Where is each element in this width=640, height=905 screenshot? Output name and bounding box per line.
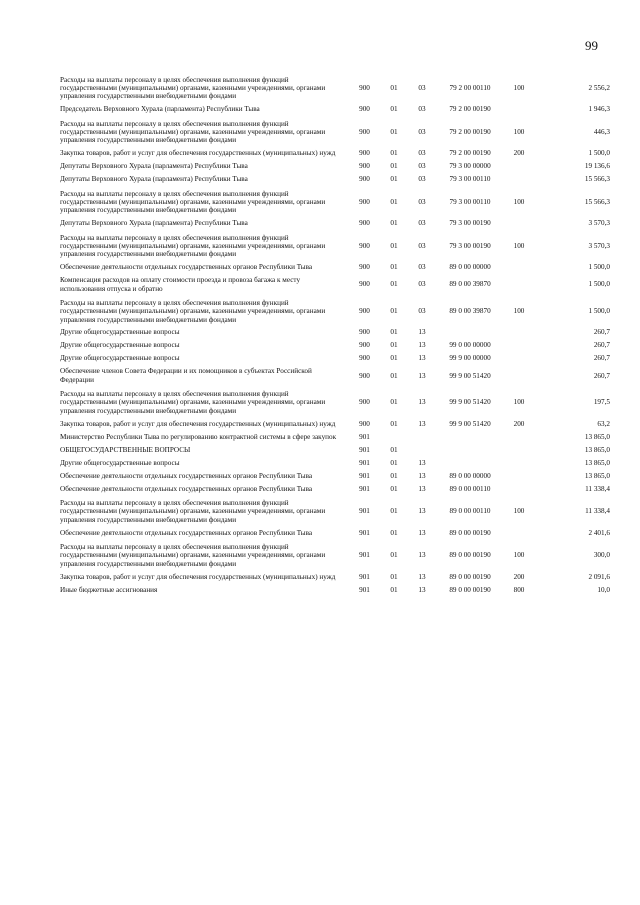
table-row [60,570,610,583]
row-cs-code-cell [434,326,506,339]
row-sum-cell: 260,7 [593,341,610,350]
row-sum-cell: 19 136,6 [584,162,610,171]
row-name-cell: Расходы на выплаты персоналу в целях обеспечения выполнения функций государственными (муниципальными) органами, казенными учреждениями, органами управления государственными внебюджетными фондами [60,233,326,259]
row-rz-code-cell: 01 [390,242,398,251]
row-vr-code-cell: 100 [513,198,525,207]
row-rz-code-cell: 01 [390,280,398,289]
row-cs-code-cell: 89 0 00 00000 [449,263,491,272]
table-row [60,443,610,456]
row-cs-code-cell: 79 3 00 00000 [449,162,491,171]
row-cs-code-cell: 89 0 00 00110 [449,484,491,493]
table-row [60,339,610,352]
row-sum-cell: 1 946,3 [588,105,610,114]
row-name-cell: Депутаты Верховного Хурала (парламента) Республики Тыва [60,162,248,171]
row-vr-code-cell: 100 [513,398,525,407]
row-name-cell: Расходы на выплаты персоналу в целях обеспечения выполнения функций государственными (муниципальными) органами, казенными учреждениями, органами управления государственными внебюджетными фондами [60,299,326,324]
row-name-cell: Расходы на выплаты персоналу в целях обеспечения выполнения функций государственными (муниципальными) органами, казенными учреждениями, органами управления государственными внебюджетными фондами [60,119,326,145]
row-pr-code-cell: 13 [418,398,426,407]
row-cs-code-cell: 89 0 00 00110 [449,507,491,516]
table-row [60,116,610,147]
row-cs-code-cell: 79 2 00 00190 [449,149,491,158]
row-rz-code-cell: 01 [390,128,398,137]
row-gr-code-cell: 901 [359,458,370,467]
row-cs-code-cell: 89 0 00 00190 [449,551,491,560]
row-rz-code-cell: 01 [390,175,398,184]
table-row [60,495,610,526]
row-sum-cell: 3 570,3 [588,219,610,228]
table-row [60,72,610,103]
page-number: 99 [585,38,598,53]
row-vr-code-cell [506,456,532,469]
row-gr-code-cell: 901 [359,471,370,480]
row-sum-cell: 11 338,4 [585,507,610,516]
row-sum-cell: 1 500,0 [588,307,610,316]
row-pr-code-cell: 13 [418,371,426,380]
row-pr-code-cell: 13 [418,341,426,350]
row-name-cell: Депутаты Верховного Хурала (парламента) Республики Тыва [60,175,248,184]
row-pr-code-cell: 13 [418,585,426,594]
row-gr-code-cell: 901 [359,432,370,441]
row-sum-cell: 1 500,0 [588,280,610,289]
row-cs-code-cell: 79 3 00 00190 [449,219,491,228]
row-cs-code-cell: 79 2 00 00190 [449,105,491,114]
table-row [60,103,610,116]
row-vr-code-cell: 100 [513,507,525,516]
row-gr-code-cell: 901 [359,572,370,581]
row-sum-cell: 260,7 [593,354,610,363]
row-rz-code-cell: 01 [390,149,398,158]
row-sum-cell: 1 500,0 [588,149,610,158]
table-row [60,469,610,482]
row-vr-code-cell [506,160,532,173]
row-gr-code-cell: 900 [359,328,370,337]
row-gr-code-cell: 900 [359,84,370,93]
row-sum-cell: 2 556,2 [588,84,610,93]
row-pr-code-cell: 13 [418,458,426,467]
row-pr-code-cell: 03 [418,149,426,158]
table-row [60,274,610,295]
table-row [60,173,610,186]
row-vr-code-cell: 100 [513,128,525,137]
row-name-cell: Расходы на выплаты персоналу в целях обеспечения выполнения функций государственными (муниципальными) органами, казенными учреждениями, органами управления государственными внебюджетными фондами [60,543,326,568]
row-vr-code-cell [506,469,532,482]
row-rz-code-cell [378,430,410,443]
row-gr-code-cell: 900 [359,105,370,114]
row-vr-code-cell [506,103,532,116]
row-pr-code-cell: 03 [418,263,426,272]
row-gr-code-cell: 901 [359,585,370,594]
row-cs-code-cell: 79 2 00 00190 [449,128,491,137]
row-gr-code-cell: 900 [359,398,370,407]
row-rz-code-cell: 01 [390,354,398,363]
row-vr-code-cell: 200 [513,419,525,428]
row-cs-code-cell: 89 0 00 39870 [449,307,491,316]
row-gr-code-cell: 901 [359,445,370,454]
row-pr-code-cell: 13 [418,507,426,516]
row-vr-code-cell [506,217,532,230]
row-cs-code-cell: 99 9 00 51420 [449,371,491,380]
row-vr-code-cell [506,339,532,352]
row-rz-code-cell: 01 [390,458,398,467]
row-pr-code-cell [410,443,434,456]
row-rz-code-cell: 01 [390,471,398,480]
row-sum-cell: 260,7 [593,371,610,380]
row-sum-cell: 1 500,0 [588,263,610,272]
row-rz-code-cell: 01 [390,398,398,407]
row-name-cell: Закупка товаров, работ и услуг для обеспечения государственных (муниципальных) нужд [60,149,336,158]
row-sum-cell: 13 865,0 [584,432,610,441]
table-row [60,147,610,160]
row-gr-code-cell: 900 [359,219,370,228]
table-row [60,230,610,261]
row-rz-code-cell: 01 [390,419,398,428]
row-name-cell: ОБЩЕГОСУДАРСТВЕННЫЕ ВОПРОСЫ [60,445,191,454]
row-sum-cell: 13 865,0 [584,471,610,480]
row-rz-code-cell: 01 [390,105,398,114]
row-name-cell: Другие общегосударственные вопросы [60,328,180,337]
row-vr-code-cell [506,274,532,295]
row-rz-code-cell: 01 [390,198,398,207]
table-row [60,583,610,596]
row-vr-code-cell: 800 [513,585,525,594]
row-pr-code-cell: 03 [418,105,426,114]
row-gr-code-cell: 901 [359,551,370,560]
row-sum-cell: 197,5 [593,398,610,407]
row-sum-cell: 15 566,3 [584,175,610,184]
row-sum-cell: 13 865,0 [584,445,610,454]
row-sum-cell: 63,2 [597,419,610,428]
row-sum-cell: 2 091,6 [588,572,610,581]
row-pr-code-cell: 13 [418,484,426,493]
table-row [60,386,610,417]
row-sum-cell: 300,0 [593,551,610,560]
row-vr-code-cell [506,482,532,495]
row-vr-code-cell: 200 [513,149,525,158]
row-cs-code-cell: 99 9 00 51420 [449,398,491,407]
row-rz-code-cell: 01 [390,84,398,93]
row-gr-code-cell: 900 [359,307,370,316]
row-gr-code-cell: 900 [359,175,370,184]
table-row [60,430,610,443]
row-gr-code-cell: 901 [359,484,370,493]
row-name-cell: Закупка товаров, работ и услуг для обеспечения государственных (муниципальных) нужд [60,419,336,428]
table-row [60,295,610,326]
row-name-cell: Расходы на выплаты персоналу в целях обеспечения выполнения функций государственными (муниципальными) органами, казенными учреждениями, органами управления государственными внебюджетными фондами [60,189,326,215]
row-cs-code-cell [434,443,506,456]
row-name-cell: Депутаты Верховного Хурала (парламента) Республики Тыва [60,219,248,228]
row-pr-code-cell: 13 [418,328,426,337]
row-rz-code-cell: 01 [390,307,398,316]
row-rz-code-cell: 01 [390,585,398,594]
row-vr-code-cell: 200 [513,572,525,581]
table-row [60,456,610,469]
row-rz-code-cell: 01 [390,572,398,581]
row-rz-code-cell: 01 [390,263,398,272]
row-cs-code-cell: 79 3 00 00110 [449,198,491,207]
row-rz-code-cell: 01 [390,445,398,454]
row-name-cell: Министерство Республики Тыва по регулированию контрактной системы в сфере закупок [60,432,337,441]
row-gr-code-cell: 901 [359,528,370,537]
row-vr-code-cell [506,326,532,339]
row-name-cell: Другие общегосударственные вопросы [60,354,180,363]
row-sum-cell: 11 338,4 [585,484,610,493]
table-row [60,365,610,386]
row-vr-code-cell [506,443,532,456]
row-rz-code-cell: 01 [390,551,398,560]
row-sum-cell: 260,7 [593,328,610,337]
row-name-cell: Расходы на выплаты персоналу в целях обеспечения выполнения функций государственными (муниципальными) органами, казенными учреждениями, органами управления государственными внебюджетными фондами [60,499,326,524]
row-gr-code-cell: 900 [359,419,370,428]
row-pr-code-cell: 03 [418,162,426,171]
table-row [60,352,610,365]
row-pr-code-cell: 03 [418,128,426,137]
row-vr-code-cell: 100 [513,551,525,560]
row-name-cell: Расходы на выплаты персоналу в целях обеспечения выполнения функций государственными (муниципальными) органами, казенными учреждениями, органами управления государственными внебюджетными фондами [60,76,326,101]
row-pr-code-cell: 03 [418,175,426,184]
row-sum-cell: 13 865,0 [584,458,610,467]
table-row [60,417,610,430]
table-row [60,261,610,274]
row-cs-code-cell: 79 3 00 00110 [449,175,491,184]
row-rz-code-cell: 01 [390,341,398,350]
budget-table-body [60,72,610,596]
row-vr-code-cell [506,352,532,365]
row-name-cell: Обеспечение деятельности отдельных государственных органов Республики Тыва [60,484,313,493]
row-pr-code-cell: 03 [418,219,426,228]
row-pr-code-cell: 13 [418,354,426,363]
row-pr-code-cell: 13 [418,572,426,581]
row-gr-code-cell: 900 [359,162,370,171]
row-pr-code-cell: 13 [418,551,426,560]
row-sum-cell: 3 570,3 [588,242,610,251]
row-pr-code-cell: 03 [418,84,426,93]
row-cs-code-cell: 89 0 00 00000 [449,471,491,480]
table-row [60,526,610,539]
row-name-cell: Другие общегосударственные вопросы [60,458,180,467]
row-gr-code-cell: 900 [359,354,370,363]
row-gr-code-cell: 900 [359,263,370,272]
row-pr-code-cell: 03 [418,280,426,289]
row-pr-code-cell: 13 [418,528,426,537]
row-vr-code-cell: 100 [513,84,525,93]
row-vr-code-cell [506,173,532,186]
row-cs-code-cell: 99 9 00 51420 [449,419,491,428]
row-gr-code-cell: 900 [359,371,370,380]
row-sum-cell: 10,0 [597,585,610,594]
row-cs-code-cell: 79 3 00 00190 [449,242,491,251]
row-vr-code-cell [506,430,532,443]
row-rz-code-cell: 01 [390,371,398,380]
row-name-cell: Другие общегосударственные вопросы [60,341,180,350]
row-name-cell: Обеспечение членов Совета Федерации и их помощников в субъектах Российской Федерации [60,367,312,384]
row-gr-code-cell: 901 [359,507,370,516]
row-name-cell: Обеспечение деятельности отдельных государственных органов Республики Тыва [60,528,313,537]
row-name-cell: Расходы на выплаты персоналу в целях обеспечения выполнения функций государственными (муниципальными) органами, казенными учреждениями, органами управления государственными внебюджетными фондами [60,390,326,415]
row-rz-code-cell: 01 [390,328,398,337]
table-row [60,186,610,217]
table-row [60,326,610,339]
budget-table [60,72,610,596]
row-gr-code-cell: 900 [359,280,370,289]
row-name-cell: Председатель Верховного Хурала (парламента) Республики Тыва [60,105,260,114]
row-pr-code-cell: 03 [418,307,426,316]
row-cs-code-cell: 89 0 00 00190 [449,585,491,594]
row-rz-code-cell: 01 [390,507,398,516]
row-name-cell: Компенсация расходов на оплату стоимости проезда и провоза багажа к месту использования отпуска и обратно [60,276,301,293]
row-sum-cell: 15 566,3 [584,198,610,207]
row-vr-code-cell: 100 [513,242,525,251]
row-name-cell: Обеспечение деятельности отдельных государственных органов Республики Тыва [60,263,313,272]
row-cs-code-cell: 99 0 00 00000 [449,341,491,350]
row-rz-code-cell: 01 [390,162,398,171]
row-name-cell: Обеспечение деятельности отдельных государственных органов Республики Тыва [60,471,313,480]
row-cs-code-cell: 89 0 00 39870 [449,280,491,289]
row-pr-code-cell: 03 [418,198,426,207]
row-vr-code-cell [506,261,532,274]
row-gr-code-cell: 900 [359,341,370,350]
row-pr-code-cell [410,430,434,443]
row-cs-code-cell: 89 0 00 00190 [449,572,491,581]
row-cs-code-cell: 99 9 00 00000 [449,354,491,363]
row-cs-code-cell: 89 0 00 00190 [449,528,491,537]
row-rz-code-cell: 01 [390,219,398,228]
row-vr-code-cell [506,526,532,539]
row-sum-cell: 446,3 [593,128,610,137]
row-gr-code-cell: 900 [359,128,370,137]
row-vr-code-cell: 100 [513,307,525,316]
row-cs-code-cell: 79 2 00 00110 [449,84,491,93]
table-row [60,539,610,570]
row-pr-code-cell: 13 [418,419,426,428]
row-gr-code-cell: 900 [359,242,370,251]
table-row [60,160,610,173]
row-gr-code-cell: 900 [359,149,370,158]
row-cs-code-cell [434,430,506,443]
row-name-cell: Закупка товаров, работ и услуг для обеспечения государственных (муниципальных) нужд [60,572,336,581]
row-cs-code-cell [434,456,506,469]
row-rz-code-cell: 01 [390,528,398,537]
row-pr-code-cell: 03 [418,242,426,251]
table-row [60,482,610,495]
row-sum-cell: 2 401,6 [588,528,610,537]
row-vr-code-cell [506,365,532,386]
row-rz-code-cell: 01 [390,484,398,493]
row-name-cell: Иные бюджетные ассигнования [60,585,158,594]
table-row [60,217,610,230]
row-gr-code-cell: 900 [359,198,370,207]
row-pr-code-cell: 13 [418,471,426,480]
